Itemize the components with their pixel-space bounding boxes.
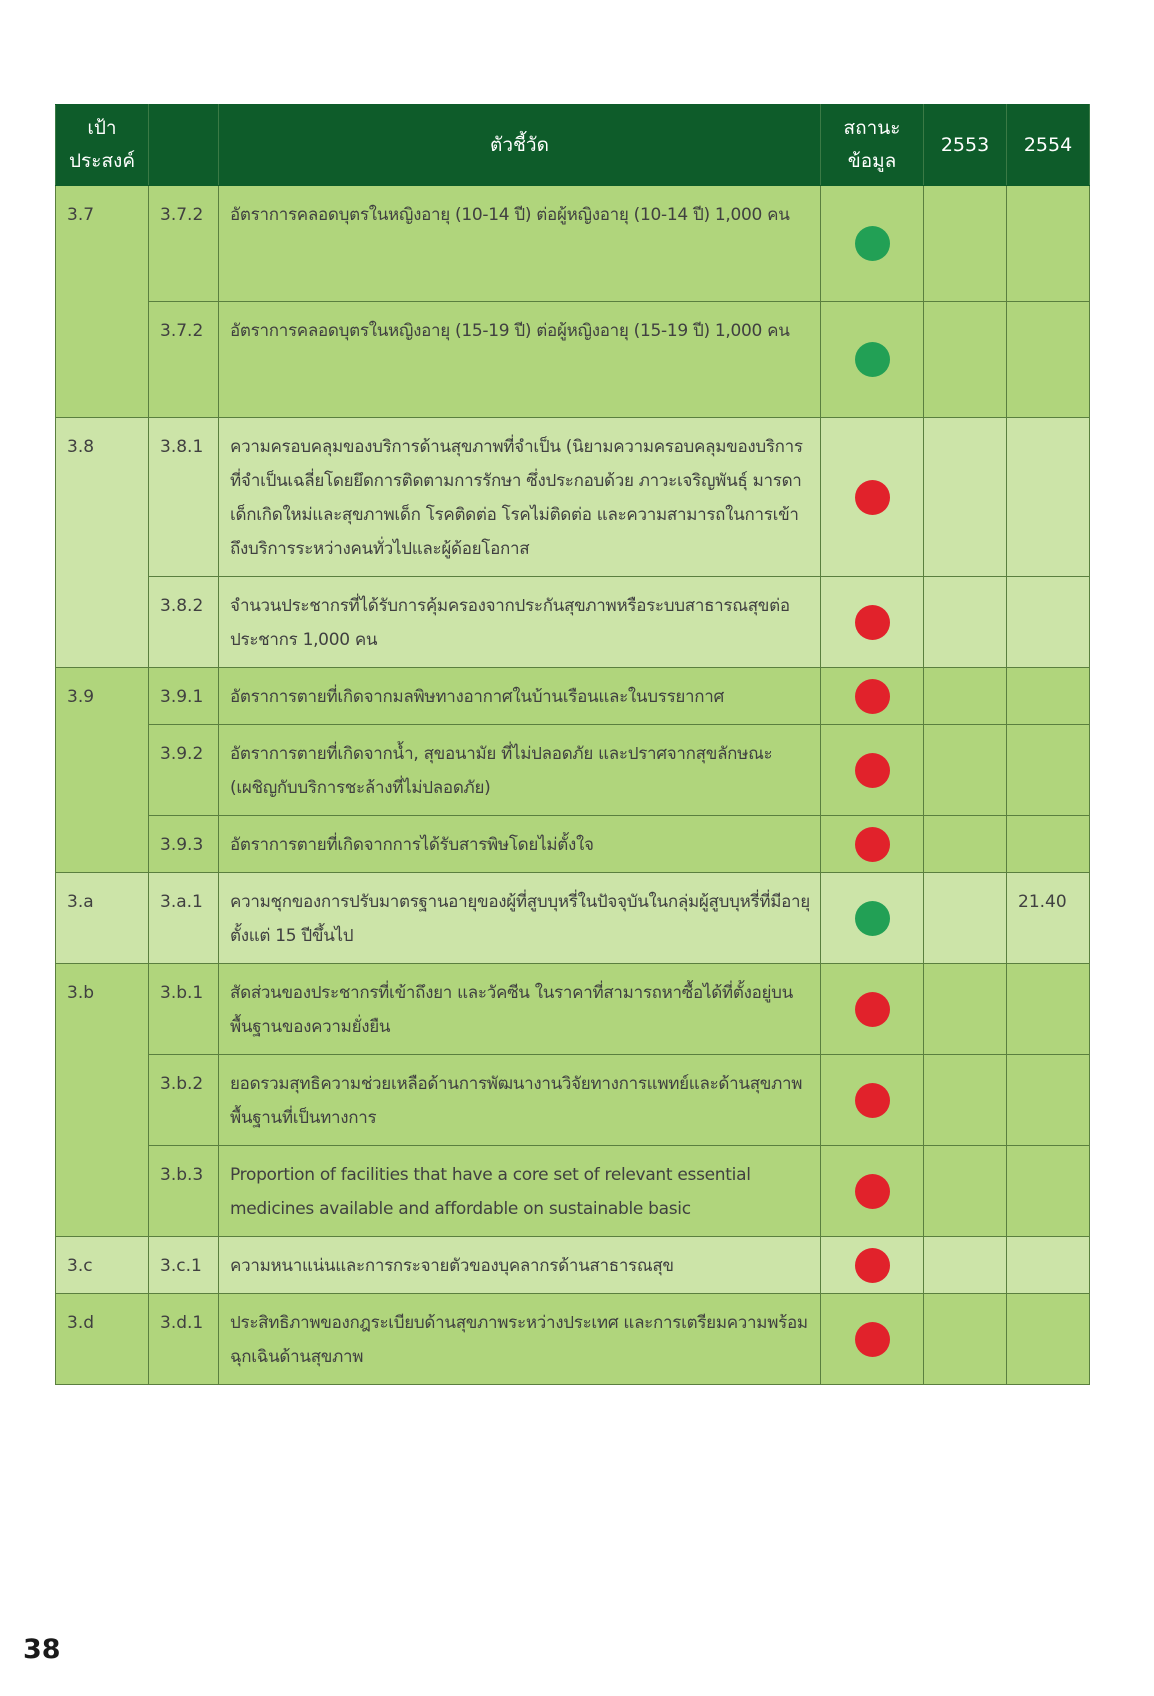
value-2553 <box>924 816 1007 873</box>
indicator-text: ประสิทธิภาพของกฎระเบียบด้านสุขภาพระหว่างประเทศ และการเตรียมความพร้อมฉุกเฉินด้านสุขภาพ <box>219 1294 821 1385</box>
value-2554 <box>1007 302 1090 418</box>
status-cell <box>821 873 924 964</box>
status-red-dot-icon <box>855 992 890 1027</box>
status-cell <box>821 1294 924 1385</box>
value-2554 <box>1007 1294 1090 1385</box>
indicator-text: อัตราการคลอดบุตรในหญิงอายุ (10-14 ปี) ต่อผู้หญิงอายุ (10-14 ปี) 1,000 คน <box>219 186 821 302</box>
table-row <box>56 1237 1090 1294</box>
table-header-row <box>56 105 1090 186</box>
status-red-dot-icon <box>855 1174 890 1209</box>
status-cell <box>821 186 924 302</box>
value-2554 <box>1007 964 1090 1055</box>
indicator-code: 3.c.1 <box>149 1237 219 1294</box>
header-status-line2: ข้อมูล <box>847 150 897 172</box>
status-cell <box>821 418 924 577</box>
value-2553 <box>924 302 1007 418</box>
indicator-text: ความครอบคลุมของบริการด้านสุขภาพที่จำเป็น (นิยามความครอบคลุมของบริการที่จำเป็นเฉลี่ยโดยยึดการติดตามการรักษา ซึ่งประกอบด้วย ภาวะเจริญพันธุ์ มารดา เด็กเกิดใหม่และสุขภาพเด็ก โรคติดต่อ โรคไม่ติดต่อ และความสามารถในการเข้าถึงบริการระหว่างคนทั่วไปและผู้ด้อยโอกาส <box>219 418 821 577</box>
table-row <box>56 816 1090 873</box>
value-2553 <box>924 1055 1007 1146</box>
table-row <box>56 302 1090 418</box>
status-red-dot-icon <box>855 679 890 714</box>
indicator-text: ความหนาแน่นและการกระจายตัวของบุคลากรด้านสาธารณสุข <box>219 1237 821 1294</box>
status-cell <box>821 725 924 816</box>
value-2554 <box>1007 668 1090 725</box>
status-red-dot-icon <box>855 753 890 788</box>
value-2554 <box>1007 725 1090 816</box>
page-number: 38 <box>23 1634 61 1665</box>
table-row <box>56 418 1090 577</box>
status-green-dot-icon <box>855 901 890 936</box>
indicator-code: 3.9.1 <box>149 668 219 725</box>
target-cell: 3.8 <box>56 418 149 668</box>
header-status-line1: สถานะ <box>843 117 901 139</box>
value-2554 <box>1007 1237 1090 1294</box>
indicator-text: อัตราการคลอดบุตรในหญิงอายุ (15-19 ปี) ต่อผู้หญิงอายุ (15-19 ปี) 1,000 คน <box>219 302 821 418</box>
value-2553 <box>924 668 1007 725</box>
indicator-text: อัตราการตายที่เกิดจากมลพิษทางอากาศในบ้านเรือนและในบรรยากาศ <box>219 668 821 725</box>
status-red-dot-icon <box>855 605 890 640</box>
indicator-code: 3.d.1 <box>149 1294 219 1385</box>
target-cell: 3.7 <box>56 186 149 418</box>
indicator-code: 3.b.1 <box>149 964 219 1055</box>
table-row <box>56 725 1090 816</box>
target-cell: 3.c <box>56 1237 149 1294</box>
status-green-dot-icon <box>855 226 890 261</box>
value-2554 <box>1007 816 1090 873</box>
table-row <box>56 668 1090 725</box>
table-row <box>56 1146 1090 1237</box>
indicator-code: 3.b.3 <box>149 1146 219 1237</box>
status-red-dot-icon <box>855 480 890 515</box>
target-cell: 3.b <box>56 964 149 1237</box>
table-row <box>56 577 1090 668</box>
value-2553 <box>924 186 1007 302</box>
table-row <box>56 873 1090 964</box>
indicator-code: 3.b.2 <box>149 1055 219 1146</box>
target-cell: 3.9 <box>56 668 149 873</box>
indicator-code: 3.7.2 <box>149 302 219 418</box>
status-cell <box>821 577 924 668</box>
header-goal-line1: เป้า <box>87 117 117 139</box>
indicator-text: ความชุกของการปรับมาตรฐานอายุของผู้ที่สูบบุหรี่ในปัจจุบันในกลุ่มผู้สูบบุหรี่ที่มีอายุตั้งแต่ 15 ปีขึ้นไป <box>219 873 821 964</box>
target-cell: 3.d <box>56 1294 149 1385</box>
status-cell <box>821 302 924 418</box>
value-2554 <box>1007 1146 1090 1237</box>
header-year-2554: 2554 <box>1007 105 1090 186</box>
indicator-text: อัตราการตายที่เกิดจากน้ำ, สุขอนามัย ที่ไม่ปลอดภัย และปราศจากสุขลักษณะ (เผชิญกับบริการชะล้างที่ไม่ปลอดภัย) <box>219 725 821 816</box>
value-2553 <box>924 418 1007 577</box>
value-2554: 21.40 <box>1007 873 1090 964</box>
table-row <box>56 1294 1090 1385</box>
header-indicator: ตัวชี้วัด <box>219 105 821 186</box>
value-2554 <box>1007 186 1090 302</box>
indicator-code: 3.8.1 <box>149 418 219 577</box>
indicator-code: 3.9.3 <box>149 816 219 873</box>
status-cell <box>821 1237 924 1294</box>
table-row <box>56 964 1090 1055</box>
value-2553 <box>924 1294 1007 1385</box>
value-2554 <box>1007 1055 1090 1146</box>
value-2554 <box>1007 577 1090 668</box>
status-cell <box>821 1146 924 1237</box>
status-cell <box>821 668 924 725</box>
status-red-dot-icon <box>855 1322 890 1357</box>
table-row <box>56 1055 1090 1146</box>
value-2553 <box>924 577 1007 668</box>
status-green-dot-icon <box>855 342 890 377</box>
status-red-dot-icon <box>855 1083 890 1118</box>
header-code <box>149 105 219 186</box>
status-red-dot-icon <box>855 1248 890 1283</box>
value-2553 <box>924 725 1007 816</box>
header-year-2553: 2553 <box>924 105 1007 186</box>
indicator-code: 3.a.1 <box>149 873 219 964</box>
value-2553 <box>924 1237 1007 1294</box>
indicator-text: สัดส่วนของประชากรที่เข้าถึงยา และวัคซีน ในราคาที่สามารถหาซื้อได้ที่ตั้งอยู่บนพื้นฐานของความยั่งยืน <box>219 964 821 1055</box>
target-cell: 3.a <box>56 873 149 964</box>
table-row <box>56 186 1090 302</box>
value-2554 <box>1007 418 1090 577</box>
value-2553 <box>924 873 1007 964</box>
header-goal-line2: ประสงค์ <box>68 150 136 172</box>
indicator-text: ยอดรวมสุทธิความช่วยเหลือด้านการพัฒนางานวิจัยทางการแพทย์และด้านสุขภาพพื้นฐานที่เป็นทางการ <box>219 1055 821 1146</box>
indicator-text: จำนวนประชากรที่ได้รับการคุ้มครองจากประกันสุขภาพหรือระบบสาธารณสุขต่อประชากร 1,000 คน <box>219 577 821 668</box>
sdg-indicator-table <box>55 104 1090 1385</box>
header-goal <box>56 105 149 186</box>
value-2553 <box>924 1146 1007 1237</box>
status-cell <box>821 1055 924 1146</box>
value-2553 <box>924 964 1007 1055</box>
status-red-dot-icon <box>855 827 890 862</box>
header-status <box>821 105 924 186</box>
indicator-code: 3.7.2 <box>149 186 219 302</box>
indicator-text: Proportion of facilities that have a core set of relevant essential medicines available and affordable on sustainable basic <box>219 1146 821 1237</box>
indicator-text: อัตราการตายที่เกิดจากการได้รับสารพิษโดยไม่ตั้งใจ <box>219 816 821 873</box>
status-cell <box>821 816 924 873</box>
indicator-code: 3.8.2 <box>149 577 219 668</box>
status-cell <box>821 964 924 1055</box>
indicator-code: 3.9.2 <box>149 725 219 816</box>
